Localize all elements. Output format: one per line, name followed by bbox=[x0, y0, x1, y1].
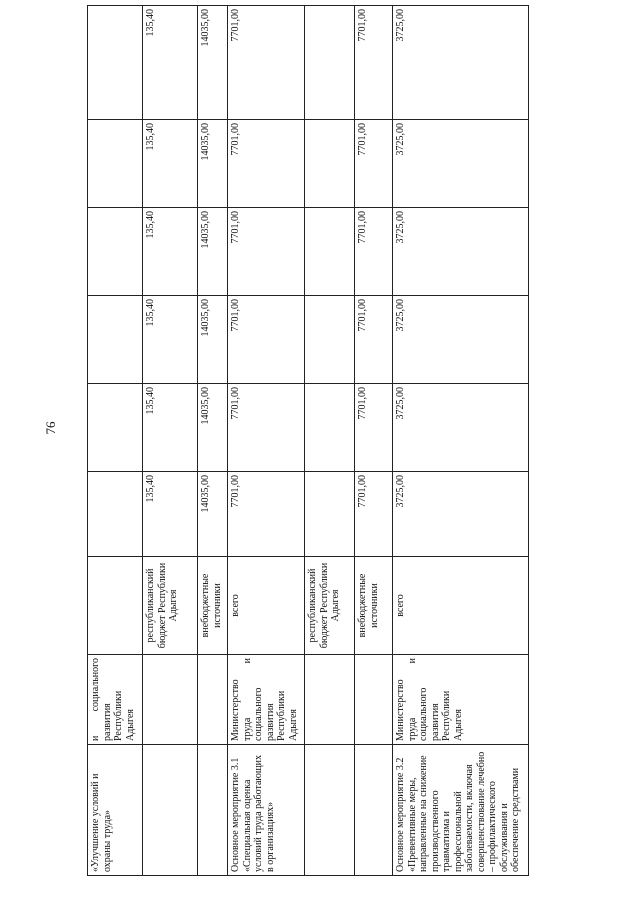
budget-table bbox=[87, 5, 529, 876]
table-row bbox=[355, 6, 393, 876]
table-row bbox=[198, 6, 228, 876]
funding-source-cell bbox=[88, 557, 143, 655]
table-row bbox=[88, 6, 143, 876]
value-cell: 7701,00 bbox=[355, 208, 393, 296]
value-cell bbox=[88, 208, 143, 296]
value-cell bbox=[305, 472, 355, 557]
value-cell bbox=[88, 296, 143, 384]
value-cell: 7701,00 bbox=[355, 384, 393, 472]
value-cell: 135,40 bbox=[143, 120, 198, 208]
value-cell: 7701,00 bbox=[355, 120, 393, 208]
program-cell bbox=[143, 745, 198, 876]
value-cell: 3725,00 bbox=[393, 120, 529, 208]
funding-source-cell: республиканский бюджет Республики Адыгея bbox=[305, 557, 355, 655]
value-cell: 7701,00 bbox=[228, 6, 305, 120]
value-cell: 3725,00 bbox=[393, 208, 529, 296]
executor-cell: Министерство труда и социального развития Республики Адыгея bbox=[228, 655, 305, 745]
value-cell: 135,40 bbox=[143, 208, 198, 296]
value-cell: 7701,00 bbox=[355, 472, 393, 557]
value-cell: 7701,00 bbox=[228, 208, 305, 296]
value-cell: 14035,00 bbox=[198, 6, 228, 120]
value-cell: 135,40 bbox=[143, 472, 198, 557]
value-cell: 7701,00 bbox=[228, 384, 305, 472]
rotated-table-wrapper bbox=[87, 9, 528, 876]
value-cell: 135,40 bbox=[143, 384, 198, 472]
value-cell: 7701,00 bbox=[355, 6, 393, 120]
value-cell: 14035,00 bbox=[198, 384, 228, 472]
value-cell: 3725,00 bbox=[393, 384, 529, 472]
program-cell: Основное мероприятие 3.2 «Превентивные меры, направленные на снижение производственного травматизма и профессиональной заболеваемости, включая совершенствование лечебно – профилактического обслуживания и обеспечение средствами bbox=[393, 745, 529, 876]
value-cell: 3725,00 bbox=[393, 472, 529, 557]
funding-source-cell: внебюджетные источники bbox=[198, 557, 228, 655]
value-cell: 14035,00 bbox=[198, 296, 228, 384]
value-cell: 3725,00 bbox=[393, 296, 529, 384]
value-cell bbox=[305, 6, 355, 120]
program-cell: Основное мероприятие 3.1 «Специальная оценка условий труда работающих в организациях» bbox=[228, 745, 305, 876]
executor-cell: и социального развития Республики Адыгея bbox=[88, 655, 143, 745]
executor-cell bbox=[143, 655, 198, 745]
table-row bbox=[393, 6, 529, 876]
value-cell: 7701,00 bbox=[355, 296, 393, 384]
program-cell bbox=[355, 745, 393, 876]
value-cell bbox=[305, 120, 355, 208]
funding-source-cell: республиканский бюджет Республики Адыгея bbox=[143, 557, 198, 655]
value-cell: 135,40 bbox=[143, 296, 198, 384]
value-cell: 7701,00 bbox=[228, 120, 305, 208]
value-cell: 14035,00 bbox=[198, 208, 228, 296]
executor-cell: Министерство труда и социального развития Республики Адыгея bbox=[393, 655, 529, 745]
value-cell: 7701,00 bbox=[228, 472, 305, 557]
page-number: 76 bbox=[43, 421, 58, 435]
value-cell: 3725,00 bbox=[393, 6, 529, 120]
funding-source-cell: внебюджетные источники bbox=[355, 557, 393, 655]
value-cell: 14035,00 bbox=[198, 472, 228, 557]
value-cell bbox=[88, 384, 143, 472]
value-cell bbox=[305, 208, 355, 296]
value-cell bbox=[305, 296, 355, 384]
table-row bbox=[305, 6, 355, 876]
executor-cell bbox=[305, 655, 355, 745]
value-cell: 7701,00 bbox=[228, 296, 305, 384]
value-cell bbox=[88, 120, 143, 208]
value-cell bbox=[88, 6, 143, 120]
value-cell: 14035,00 bbox=[198, 120, 228, 208]
table-row bbox=[228, 6, 305, 876]
funding-source-cell: всего bbox=[393, 557, 529, 655]
program-cell bbox=[198, 745, 228, 876]
funding-source-cell: всего bbox=[228, 557, 305, 655]
executor-cell bbox=[355, 655, 393, 745]
table-row bbox=[143, 6, 198, 876]
executor-cell bbox=[198, 655, 228, 745]
value-cell: 135,40 bbox=[143, 6, 198, 120]
value-cell bbox=[88, 472, 143, 557]
program-cell bbox=[305, 745, 355, 876]
program-cell: «Улучшение условий и охраны труда» bbox=[88, 745, 143, 876]
value-cell bbox=[305, 384, 355, 472]
